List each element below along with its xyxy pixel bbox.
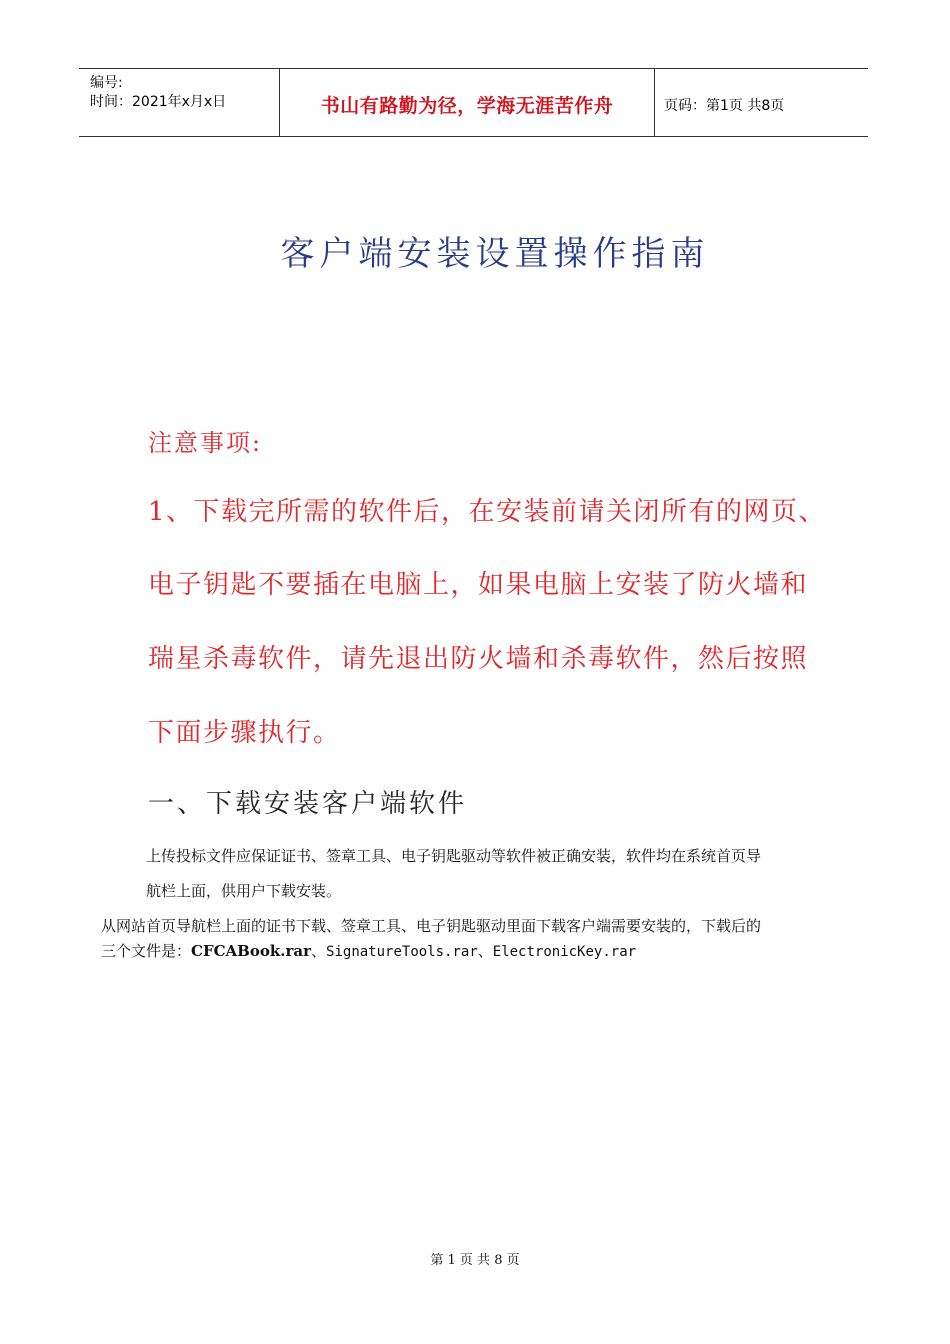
header-page-info: 页码：第1页 共8页	[664, 98, 785, 114]
notice-line-3: 瑞星杀毒软件，请先退出防火墙和杀毒软件，然后按照	[148, 644, 809, 674]
paragraph-2-line-1: 从网站首页导航栏上面的证书下载、签章工具、电子钥匙驱动里面下载客户端需要安装的，下载后的	[101, 917, 762, 935]
file-name-signaturetools: SignatureTools.rar	[326, 944, 478, 960]
file-separator: 、	[311, 942, 327, 960]
notice-line-2: 电子钥匙不要插在电脑上，如果电脑上安装了防火墙和	[148, 570, 809, 600]
section-heading-download: 一、下载安装客户端软件	[148, 789, 468, 819]
header-motto-cell	[279, 69, 655, 136]
header-page-cell	[654, 69, 868, 136]
paragraph-2-line-2	[101, 940, 636, 961]
paragraph-1-line-2: 航栏上面，供用户下载安装。	[146, 882, 342, 900]
document-time-label: 时间：2021年x月x日	[90, 94, 227, 110]
page-header-table	[79, 68, 868, 137]
notice-heading: 注意事项:	[148, 429, 263, 457]
files-prefix: 三个文件是：	[101, 942, 192, 960]
header-left-cell	[79, 69, 279, 136]
document-number-label: 编号:	[90, 75, 123, 91]
document-title: 客户端安装设置操作指南	[280, 234, 710, 274]
header-motto: 书山有路勤为径，学海无涯苦作舟	[320, 95, 614, 117]
file-separator: 、	[477, 942, 493, 960]
file-name-cfcabook: CFCABook.rar	[191, 942, 312, 960]
notice-line-1: 1、下载完所需的软件后，在安装前请关闭所有的网页、	[148, 497, 827, 527]
paragraph-1-line-1: 上传投标文件应保证证书、签章工具、电子钥匙驱动等软件被正确安装，软件均在系统首页导	[146, 847, 762, 865]
file-name-electronickey: ElectronicKey.rar	[492, 944, 637, 960]
notice-line-4: 下面步骤执行。	[148, 718, 341, 748]
page-footer: 第 1 页 共 8 页	[430, 1253, 520, 1268]
